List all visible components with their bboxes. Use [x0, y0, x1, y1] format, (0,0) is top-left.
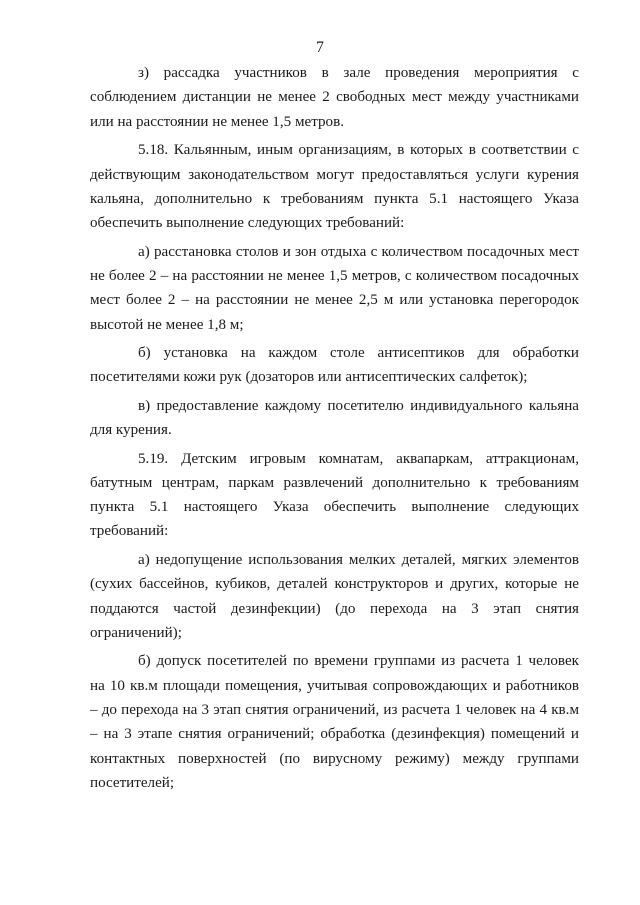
- paragraph-3z-seating: з) рассадка участников в зале проведения мероприятия с соблюдением дистанции не менее 2 свободных мест между участниками или на расстоянии не менее 1,5 метров.: [90, 65, 579, 130]
- paragraph-5-19-playrooms: 5.19. Детским игровым комнатам, аквапаркам, аттракционам, батутным центрам, паркам развлечений дополнительно к требованиям пункта 5.1 настоящего Указа обеспечить выполнение следующих требований:: [90, 450, 579, 540]
- paragraph-5-18-a-tables: а) расстановка столов и зон отдыха с количеством посадочных мест не более 2 – на расстоянии не менее 1,5 метров, с количеством посадочных мест более 2 – на расстоянии не менее 2,5 м или установка перегородок высотой не менее 1,8 м;: [90, 243, 579, 333]
- paragraph-5-18-v-individual-hookah: в) предоставление каждому посетителю индивидуального кальяна для курения.: [90, 397, 579, 439]
- page-number: 7: [316, 39, 324, 56]
- paragraph-5-18-hookah: 5.18. Кальянным, иным организациям, в которых в соответствии с действующим законодательством могут предоставляться услуги курения кальяна, дополнительно к требованиям пункта 5.1 настоящего Указа обеспечить выполнение следующих требований:: [90, 142, 579, 232]
- paragraph-5-19-a-small-parts: а) недопущение использования мелких деталей, мягких элементов (сухих бассейнов, кубиков, деталей конструкторов и других, которые не поддаются частой дезинфекции) (до перехода на 3 этап снятия ограничений);: [90, 551, 579, 641]
- paragraph-5-19-b-visitor-groups: б) допуск посетителей по времени группами из расчета 1 человек на 10 кв.м площади помещения, учитывая сопровождающих и работников – до перехода на 3 этап снятия ограничений, из расчета 1 человек на 4 кв.м – на 3 этапе снятия ограничений; обработка (дезинфекция) помещений и контактных поверхностей (по вирусному режиму) между группами посетителей;: [90, 653, 579, 791]
- paragraph-5-18-b-antiseptics: б) установка на каждом столе антисептиков для обработки посетителями кожи рук (дозаторов или антисептических салфеток);: [90, 345, 579, 386]
- document-body: [90, 57, 579, 795]
